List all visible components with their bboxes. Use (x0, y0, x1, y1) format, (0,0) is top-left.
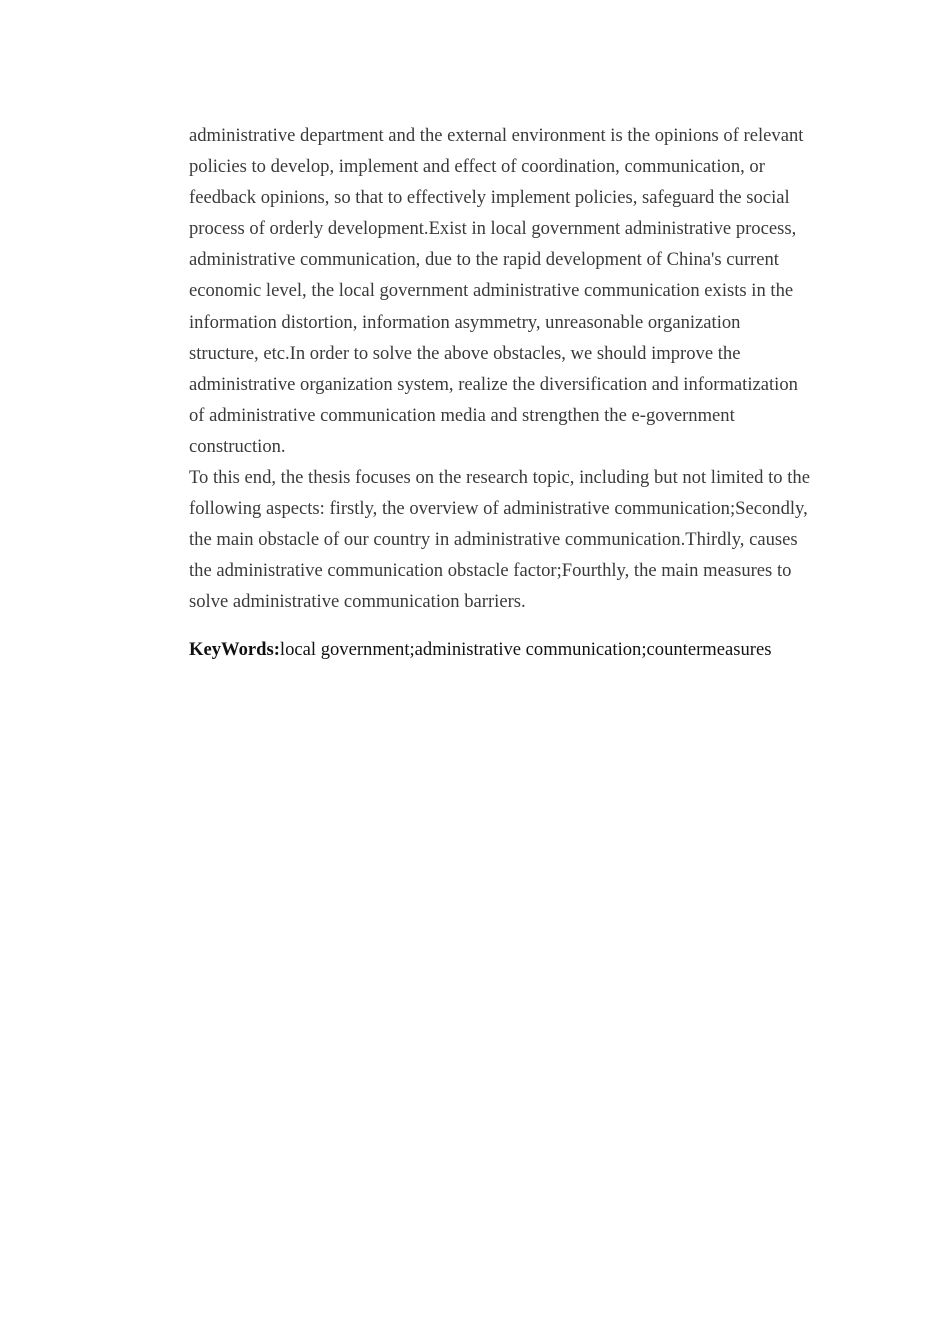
keywords-label: KeyWords: (189, 638, 280, 660)
abstract-body (189, 120, 811, 665)
keywords-values: local government;administrative communication;countermeasures (279, 638, 772, 660)
keywords-line (189, 634, 811, 665)
abstract-paragraph-2: To this end, the thesis focuses on the research topic, including but not limited to the following aspects: firstly, the overview of administrative communication;Secondly, the main obstacle of our country in administrative communication.Thirdly, causes the administrative communication obstacle factor;Fourthly, the main measures to solve administrative communication barriers. (189, 467, 810, 613)
abstract-paragraph-1: administrative department and the external environment is the opinions of relevant policies to develop, implement and effect of coordination, communication, or feedback opinions, so that to effectively implement policies, safeguard the social process of orderly development.Exist in local government administrative process, administrative communication, due to the rapid development of China's current economic level, the local government administrative communication exists in the information distortion, information asymmetry, unreasonable organization structure, etc.In order to solve the above obstacles, we should improve the administrative organization system, realize the diversification and informatization of administrative communication media and strengthen the e-government construction. (189, 125, 804, 457)
